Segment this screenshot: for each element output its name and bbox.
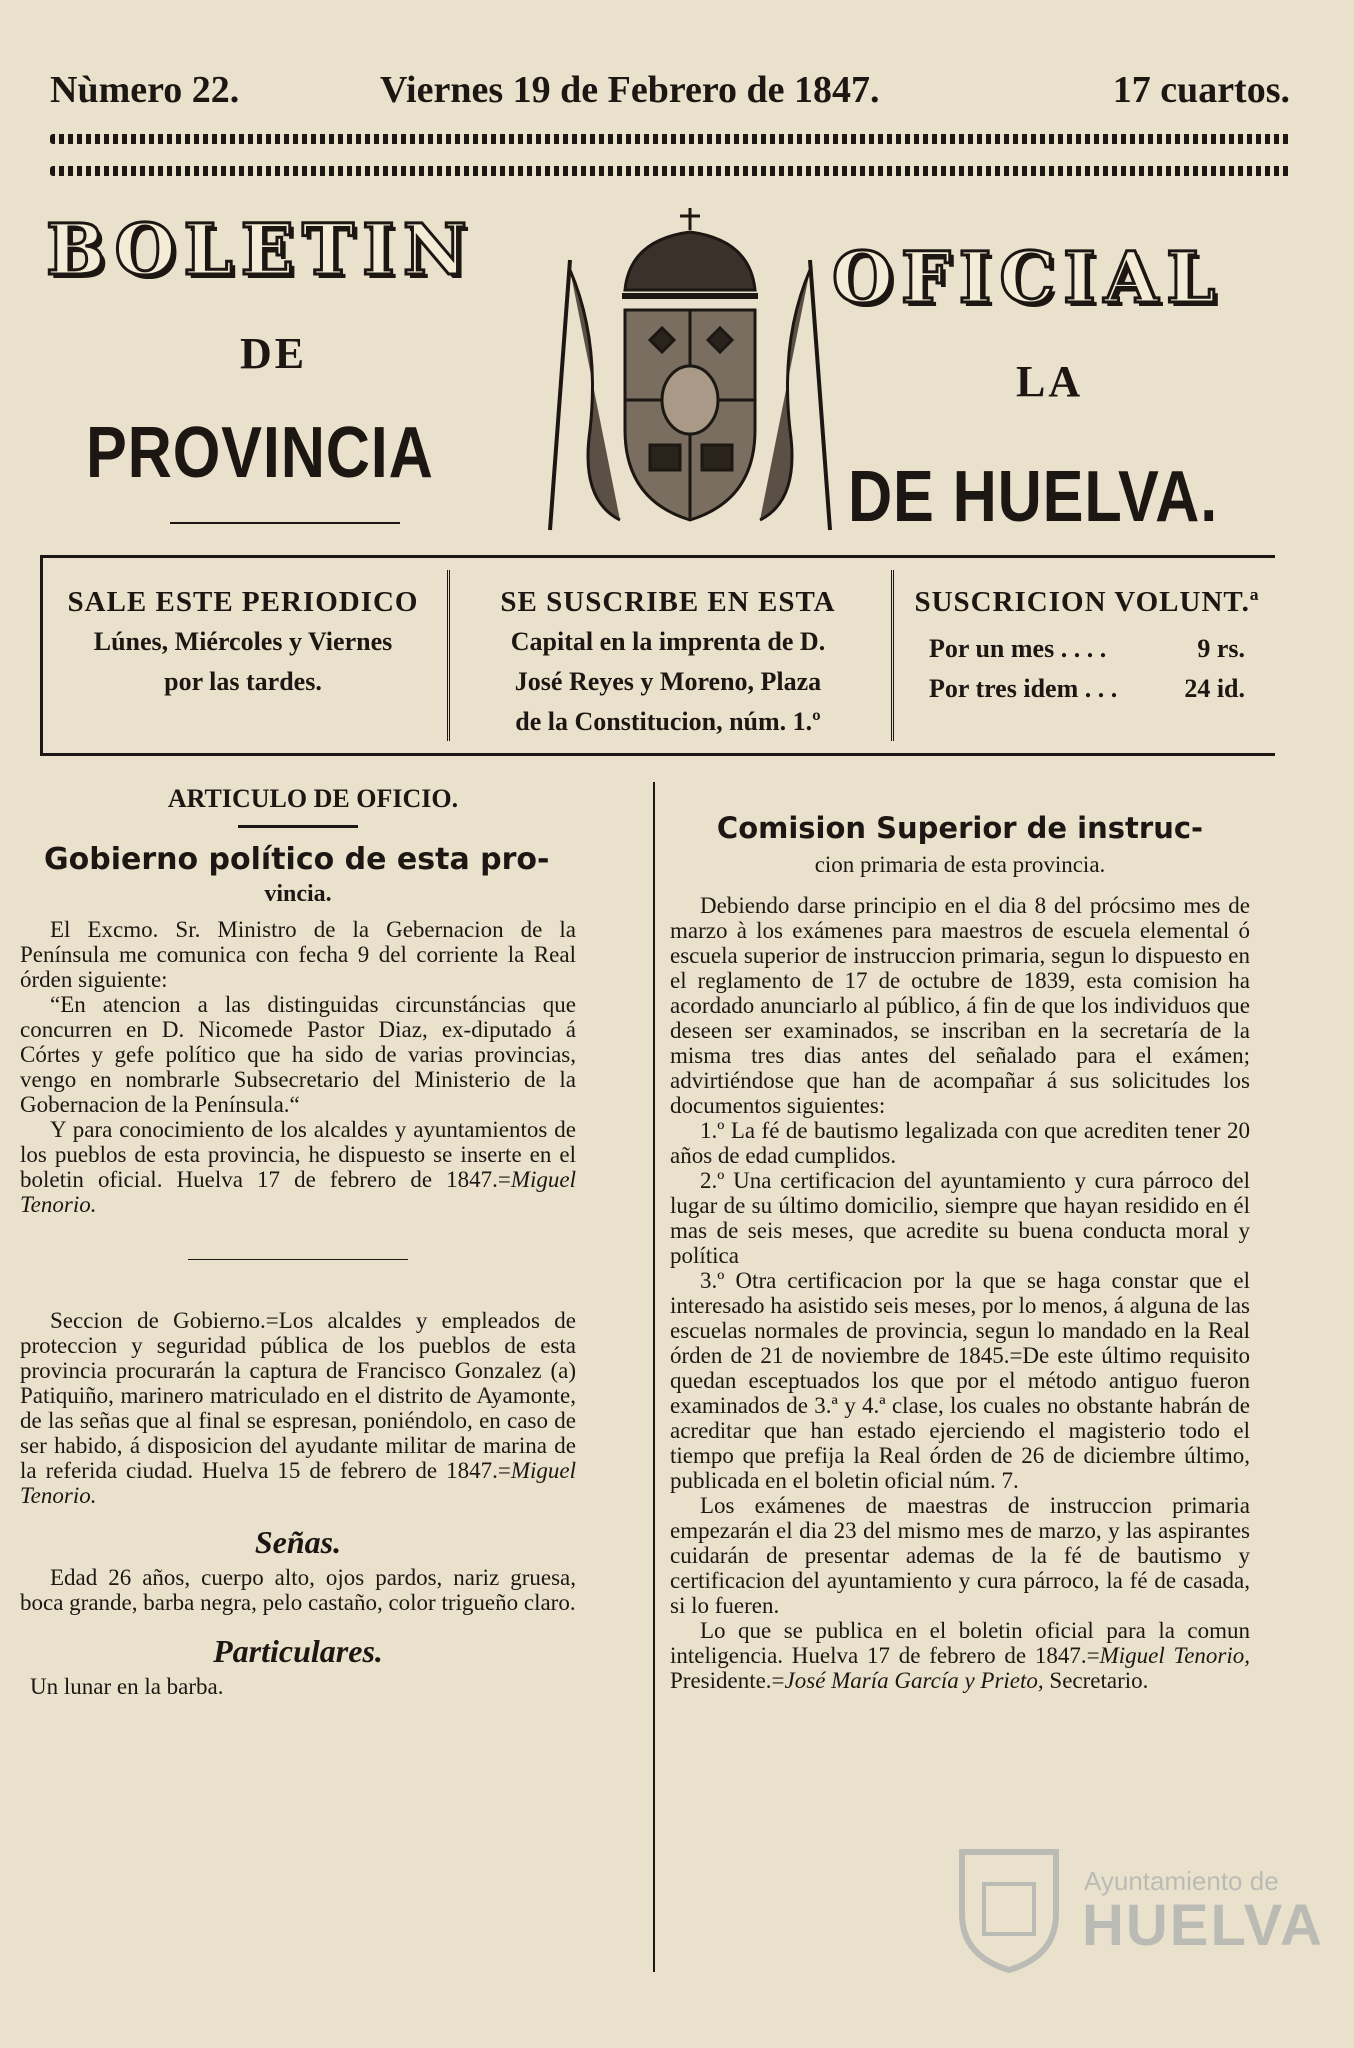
- gobierno-subtitle: vincia.: [264, 881, 332, 907]
- royal-coat-of-arms-icon: [530, 200, 850, 540]
- comision-p3: 2.º Una certificacion del ayuntamiento y cura párroco del lugar de su último domicilio, siempre que hayan residido en él mas de seis meses, que acredite su buena conducta moral y política: [670, 1168, 1250, 1268]
- wavy-rule-1: [50, 134, 1290, 144]
- comision-p4: 3.º Otra certificacion por la que se haga constar que el interesado ha asistido seis meses, por lo menos, á alguna de las escuelas normales de provincia, segun lo mandado en la Real órden de 21 de noviembre de 1845.=De este último requisito quedan esceptuados los que por el método antiguo fueron examinados de 3.ª y 4.ª clase, los cuales no obstante habrán de acreditar que han estado ejerciendo el magisterio todo el tiempo que prefija la Real órden de 26 de diciembre último, publicada en el boletin oficial núm. 7.: [670, 1268, 1250, 1493]
- box-divider-2: [891, 570, 894, 741]
- masthead-de: DE: [240, 329, 308, 378]
- articulo-rule: [238, 825, 358, 828]
- comision-p6-end: Secretario.: [1043, 1668, 1149, 1693]
- place-heading: SE SUSCRIBE EN ESTA: [500, 586, 836, 618]
- comision-p6-text: Lo que se publica en el boletin oficial para la comun inteligencia. Huelva 17 de febrero de 1847.=: [670, 1618, 1250, 1668]
- comision-p6: [670, 1618, 1250, 1693]
- gobierno-p3-text: Y para conocimiento de los alcaldes y ayuntamientos de los pueblos de esta provincia, he dispuesto se inserte en el boletin oficial. Huelva 17 de febrero de 1847.=: [20, 1117, 576, 1192]
- prices-heading: SUSCRICION VOLUNT.ª: [914, 586, 1260, 618]
- price-three-value: 24 id.: [1184, 674, 1245, 703]
- senas-text: Edad 26 años, cuerpo alto, ojos pardos, nariz gruesa, boca grande, barba negra, pelo castaño, color trigueño claro.: [20, 1565, 576, 1615]
- articulo-heading: ARTICULO DE OFICIO.: [167, 784, 459, 813]
- left-column: [20, 786, 576, 1699]
- masthead-la: LA: [1016, 357, 1084, 406]
- pub-days-line: Lúnes, Miércoles y Viernes: [93, 627, 393, 656]
- pub-heading: SALE ESTE PERIODICO: [67, 586, 419, 618]
- comision-title: Comision Superior de instruc-: [716, 811, 1204, 845]
- masthead-de-huelva: DE HUELVA.: [848, 457, 1219, 537]
- pub-time-line: por las tardes.: [164, 667, 322, 696]
- subscription-box: [40, 555, 1275, 756]
- price-row-month: [899, 629, 1275, 669]
- masthead-oficial: OFICIAL: [832, 236, 1224, 319]
- senas-heading: Señas.: [254, 1524, 342, 1560]
- wavy-rule-2: [50, 166, 1290, 176]
- particulares-heading: Particulares.: [213, 1633, 383, 1669]
- comision-p1: Debiendo darse principio en el dia 8 del prócsimo mes de marzo à los exámenes para maestros de escuela elemental ó escuela superior de instruccion primaria, segun lo dispuesto en el reglamento de 17 de octubre de 1839, esta comision ha acordado anunciarlo al público, á fin de que los individuos que deseen ser examinados, se inscriban en la secretaría de la misma tres dias antes del señalado para el exámen; advirtiéndose que han de acompañar á sus solicitudes los documentos siguientes:: [670, 893, 1250, 1118]
- watermark-line-2: HUELVA: [1082, 1893, 1324, 1958]
- price-month-label: Por un mes . . . .: [929, 634, 1107, 663]
- place-line-2: José Reyes y Moreno, Plaza: [514, 667, 822, 696]
- gobierno-p2: “En atencion a las distinguidas circunstáncias que concurren en D. Nicomede Pastor Diaz, ex-diputado á Córtes y gefe político que ha sido de varias provincias, vengo en nombrarle Subsecretario del Ministerio de la Gobernacion de la Península.“: [20, 992, 576, 1117]
- comision-signature-1: Miguel Tenorio,: [1099, 1643, 1250, 1668]
- column-rule: [653, 782, 655, 1972]
- seccion-gobierno-p: [20, 1308, 576, 1508]
- comision-p2: 1.º La fé de bautismo legalizada con que acrediten tener 20 años de edad cumplidos.: [670, 1118, 1250, 1168]
- archive-watermark: [954, 1838, 1324, 1978]
- gobierno-title: Gobierno político de esta pro-: [44, 842, 550, 877]
- gobierno-p3-signature: Miguel Tenorio.: [20, 1167, 576, 1217]
- seccion-gobierno-signature: Miguel Tenorio.: [20, 1458, 576, 1508]
- subscription-prices: [899, 558, 1275, 753]
- place-line-3: de la Constitucion, núm. 1.º: [515, 707, 821, 736]
- comision-subtitle: cion primaria de esta provincia.: [814, 852, 1106, 877]
- publication-days: [43, 558, 443, 753]
- issue-number: Nùmero 22.: [50, 69, 240, 111]
- comision-p6-mid: Presidente.=: [670, 1668, 785, 1693]
- price-three-label: Por tres idem . . .: [929, 674, 1118, 703]
- gobierno-p1: El Excmo. Sr. Ministro de la Gebernacion de la Península me comunica con fecha 9 del corriente la Real órden siguiente:: [20, 917, 576, 992]
- masthead-provincia: PROVINCIA: [86, 413, 434, 493]
- gobierno-p3: [20, 1117, 576, 1217]
- masthead-boletin: BOLETIN: [46, 208, 475, 291]
- comision-signature-2: José María García y Prieto,: [784, 1668, 1044, 1693]
- price-row-three: [899, 669, 1275, 709]
- issue-line: [50, 64, 1290, 114]
- divider-1: [188, 1259, 408, 1260]
- city-shield-icon: [954, 1844, 1064, 1974]
- issue-date: Viernes 19 de Febrero de 1847.: [380, 69, 880, 111]
- place-line-1: Capital en la imprenta de D.: [510, 627, 826, 656]
- issue-price: 17 cuartos.: [1112, 69, 1290, 111]
- seccion-gobierno-text: Seccion de Gobierno.=Los alcaldes y empleados de proteccion y seguridad pública de los pueblos de esta provincia procurarán la captura de Francisco Gonzalez (a) Patiquiño, marinero matriculado en el distrito de Ayamonte, de las señas que al final se espresan, poniéndolo, en caso de ser habido, á disposicion del ayudante militar de marina de la referida ciudad. Huelva 15 de febrero de 1847.=: [20, 1308, 576, 1483]
- subscription-place: [453, 558, 883, 753]
- ornament-rule-left: [170, 522, 400, 524]
- price-month-value: 9 rs.: [1197, 634, 1245, 663]
- particulares-text: Un lunar en la barba.: [30, 1674, 224, 1699]
- watermark-line-1: Ayuntamiento de: [1084, 1866, 1279, 1896]
- box-divider-1: [447, 570, 450, 741]
- right-column: [670, 810, 1250, 1693]
- comision-p5: Los exámenes de maestras de instruccion primaria empezarán el dia 23 del mismo mes de marzo, y las aspirantes cuidarán de presentar ademas de la fé de bautismo y certificacion del ayuntamiento y cura párroco, la fé de casada, si lo fueren.: [670, 1493, 1250, 1618]
